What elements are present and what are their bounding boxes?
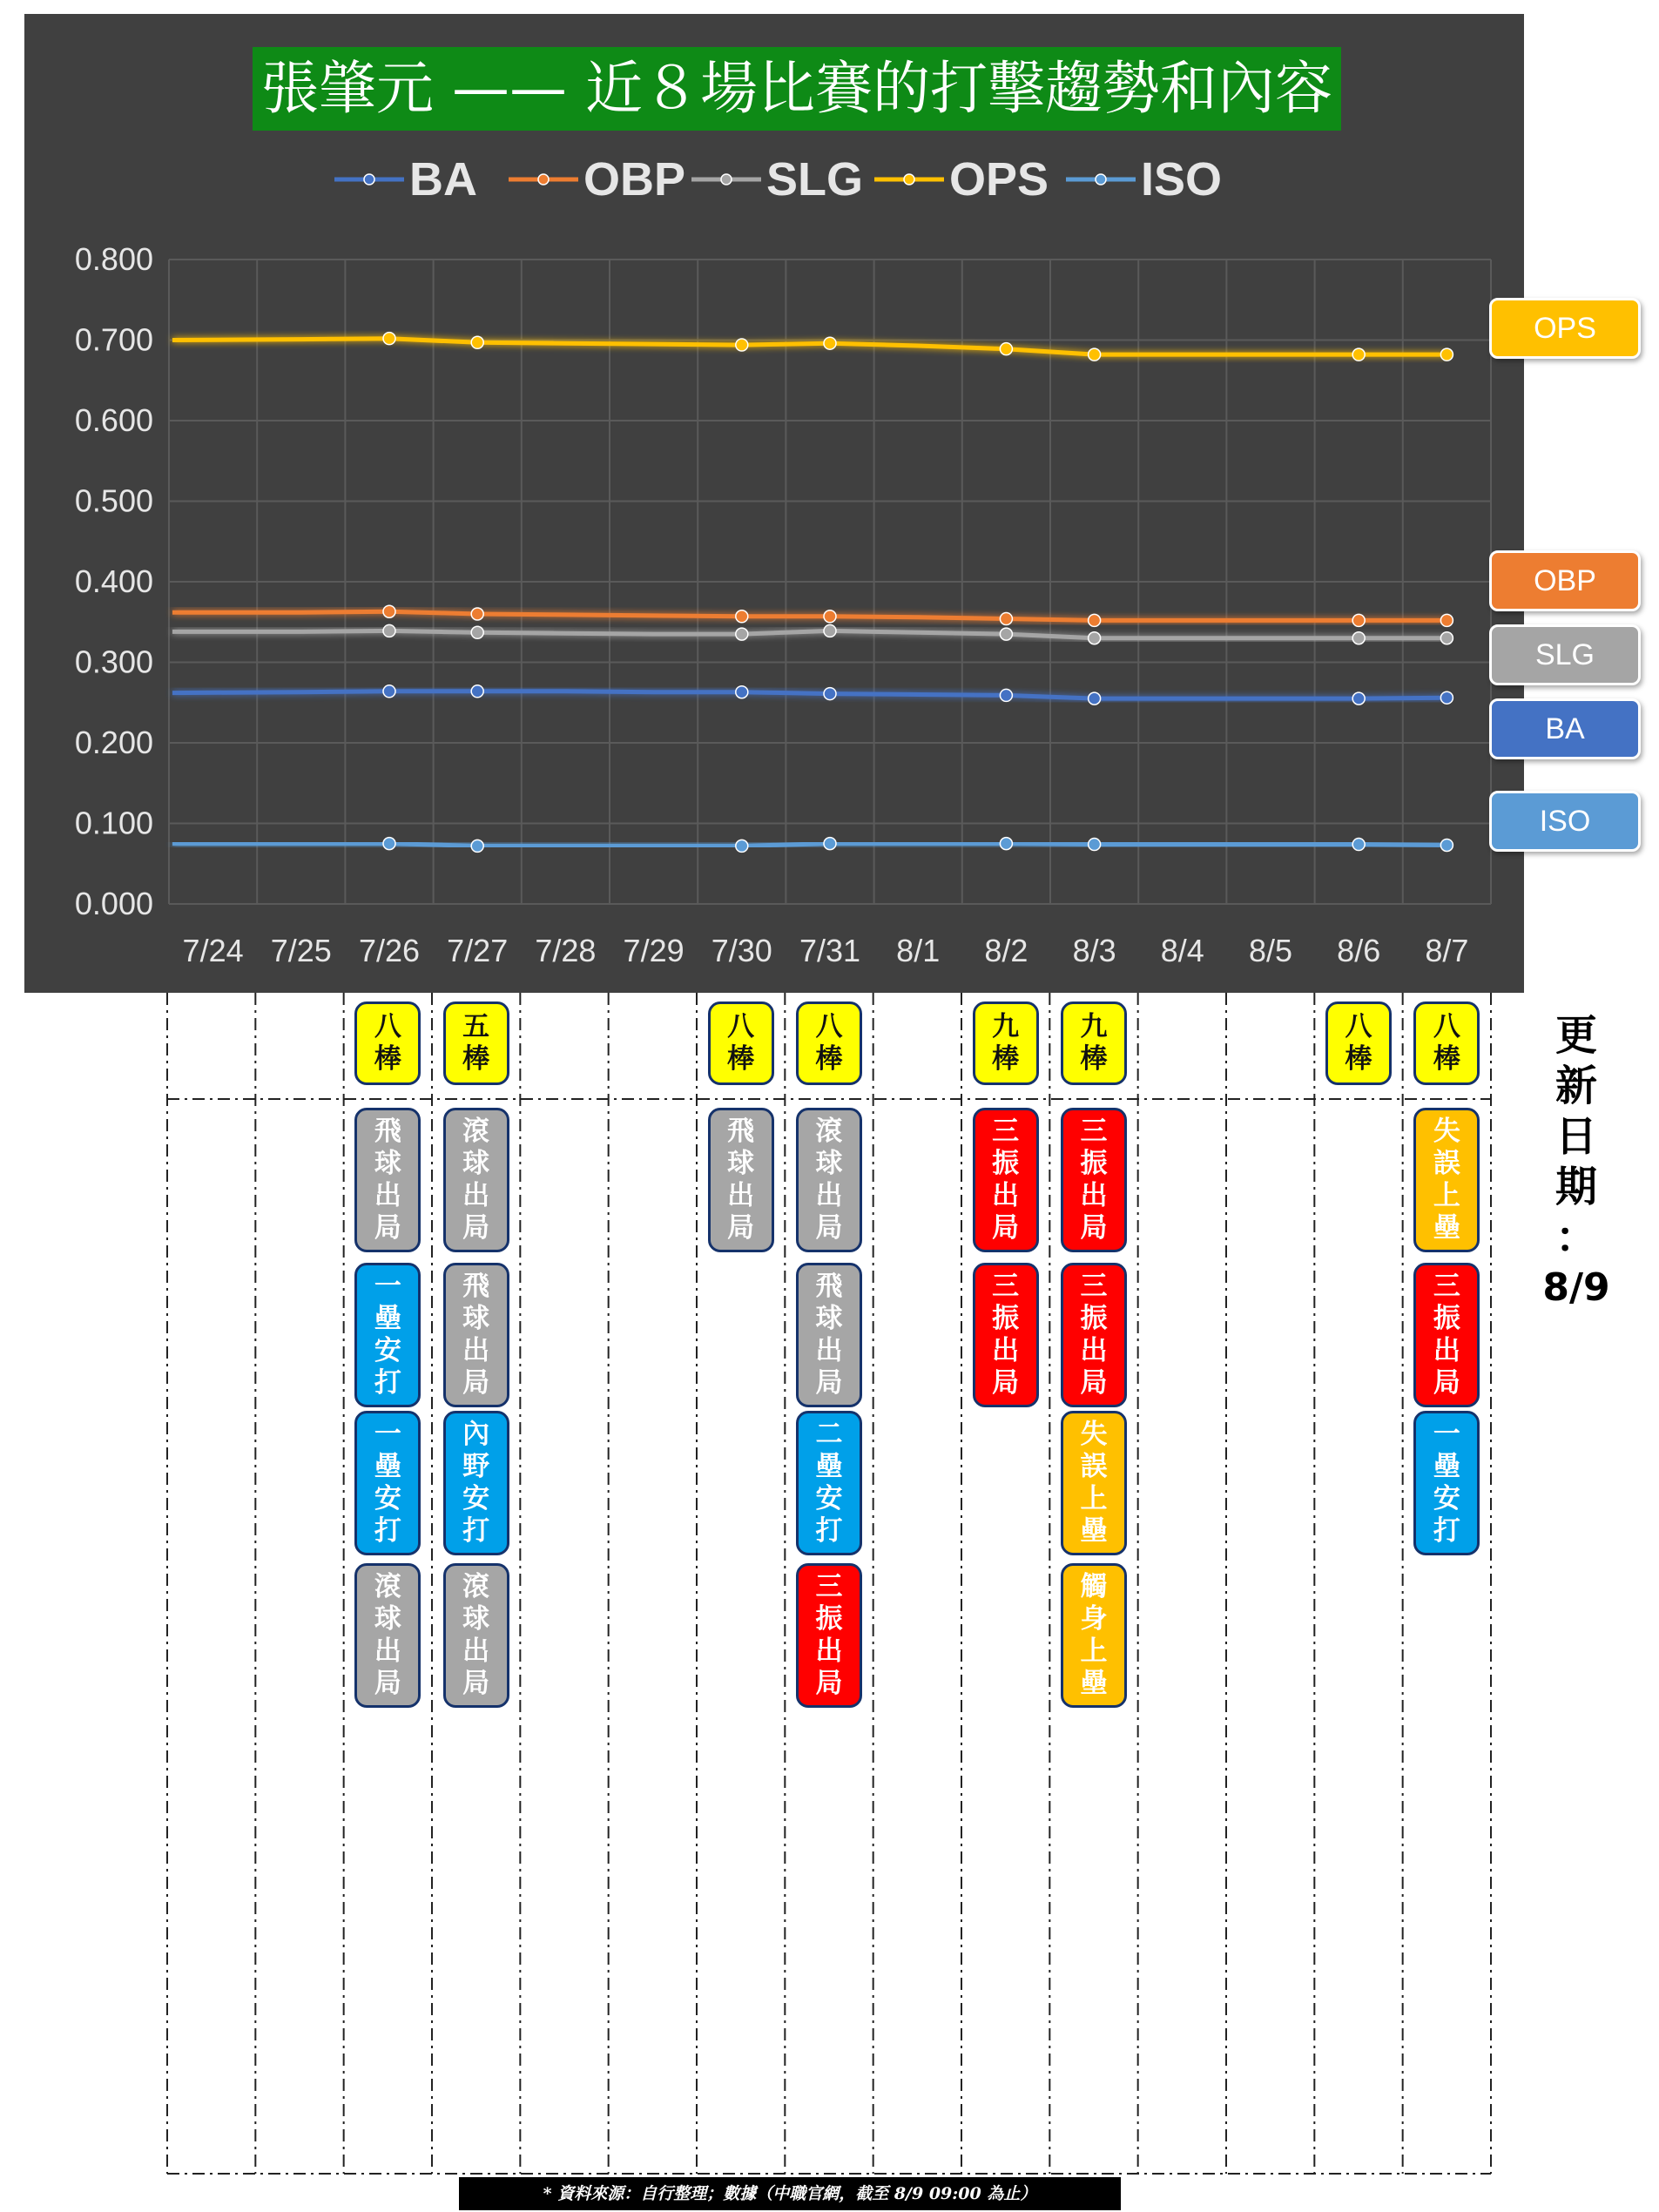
at-bat-result-out: 飛 球 出 局 [708, 1108, 774, 1252]
at-bat-result-hit: 一 壘 安 打 [1413, 1411, 1480, 1555]
batting-order-tag: 八 棒 [1325, 1001, 1392, 1085]
batting-order-tag: 九 棒 [973, 1001, 1039, 1085]
y-tick-label: 0.800 [74, 241, 153, 277]
legend-label: OPS [949, 153, 1049, 206]
y-tick-label: 0.100 [74, 805, 153, 841]
x-tick-label: 7/24 [182, 933, 244, 968]
x-tick-label: 8/4 [1160, 933, 1204, 968]
y-tick-label: 0.300 [74, 644, 153, 680]
update-date-value: 8/9 [1542, 1265, 1610, 1310]
x-tick-label: 8/7 [1425, 933, 1469, 968]
update-date [1542, 1010, 1610, 1313]
y-tick-label: 0.700 [74, 321, 153, 358]
x-tick-label: 7/27 [447, 933, 509, 968]
x-tick-label: 8/2 [984, 933, 1028, 968]
y-tick-label: 0.000 [74, 886, 153, 921]
at-bat-result-out: 飛 球 出 局 [796, 1263, 862, 1407]
legend-label: OBP [583, 153, 686, 206]
x-tick-label: 7/31 [799, 933, 861, 968]
at-bat-result-out: 滾 球 出 局 [443, 1563, 509, 1708]
at-bat-result-hit: 二 壘 安 打 [796, 1411, 862, 1555]
batting-order-tag: 五 棒 [443, 1001, 509, 1085]
at-bat-result-out: 滾 球 出 局 [354, 1563, 421, 1708]
source-footer: * 資料來源：自行整理；數據（中職官網，截至 8/9 09:00 為止） [459, 2177, 1121, 2210]
x-tick-label: 8/3 [1072, 933, 1116, 968]
update-label-char: 更 [1554, 1011, 1597, 1060]
x-tick-label: 7/26 [358, 933, 421, 968]
y-tick-label: 0.500 [74, 482, 153, 519]
y-tick-label: 0.600 [74, 402, 153, 438]
side-label-iso: ISO [1489, 791, 1641, 852]
at-bat-result-strikeout: 三 振 出 局 [973, 1263, 1039, 1407]
x-tick-label: 7/30 [711, 933, 772, 968]
at-bat-result-hit: 一 壘 安 打 [354, 1263, 421, 1407]
y-tick-label: 0.400 [74, 563, 153, 599]
x-tick-label: 8/5 [1248, 933, 1293, 968]
update-label-char: 期 [1554, 1163, 1597, 1211]
y-tick-label: 0.200 [74, 725, 153, 760]
at-bat-result-out: 飛 球 出 局 [443, 1263, 509, 1407]
x-tick-label: 7/29 [623, 933, 685, 968]
at-bat-result-out: 滾 球 出 局 [796, 1108, 862, 1252]
at-bat-result-hit: 一 壘 安 打 [354, 1411, 421, 1555]
at-bat-result-strikeout: 三 振 出 局 [1061, 1263, 1127, 1407]
update-label-char: ： [1554, 1213, 1597, 1262]
at-bat-result-strikeout: 三 振 出 局 [796, 1563, 862, 1708]
side-label-ba: BA [1489, 698, 1641, 759]
batting-order-tag: 九 棒 [1061, 1001, 1127, 1085]
side-label-obp: OBP [1489, 550, 1641, 611]
at-bat-result-onbase: 失 誤 上 壘 [1061, 1411, 1127, 1555]
legend-label: BA [409, 153, 477, 206]
at-bat-result-onbase: 失 誤 上 壘 [1413, 1108, 1480, 1252]
batting-order-tag: 八 棒 [354, 1001, 421, 1085]
at-bat-result-onbase: 觸 身 上 壘 [1061, 1563, 1127, 1708]
legend-label: SLG [766, 153, 864, 206]
batting-order-tag: 八 棒 [708, 1001, 774, 1085]
batting-order-tag: 八 棒 [796, 1001, 862, 1085]
x-tick-label: 7/25 [270, 933, 332, 968]
side-label-ops: OPS [1489, 298, 1641, 359]
x-tick-label: 8/1 [896, 933, 941, 968]
chart-title: 張肇元 —— 近８場比賽的打擊趨勢和內容 [253, 47, 1341, 131]
legend-label: ISO [1141, 153, 1223, 206]
at-bat-result-hit: 內 野 安 打 [443, 1411, 509, 1555]
at-bat-result-strikeout: 三 振 出 局 [973, 1108, 1039, 1252]
at-bat-result-strikeout: 三 振 出 局 [1061, 1108, 1127, 1252]
x-tick-label: 8/6 [1337, 933, 1381, 968]
batting-order-tag: 八 棒 [1413, 1001, 1480, 1085]
at-bat-result-strikeout: 三 振 出 局 [1413, 1263, 1480, 1407]
update-label-char: 新 [1554, 1062, 1597, 1110]
update-label-char: 日 [1554, 1112, 1597, 1161]
at-bat-result-out: 滾 球 出 局 [443, 1108, 509, 1252]
side-label-slg: SLG [1489, 624, 1641, 685]
x-tick-label: 7/28 [535, 933, 597, 968]
at-bat-result-out: 飛 球 出 局 [354, 1108, 421, 1252]
